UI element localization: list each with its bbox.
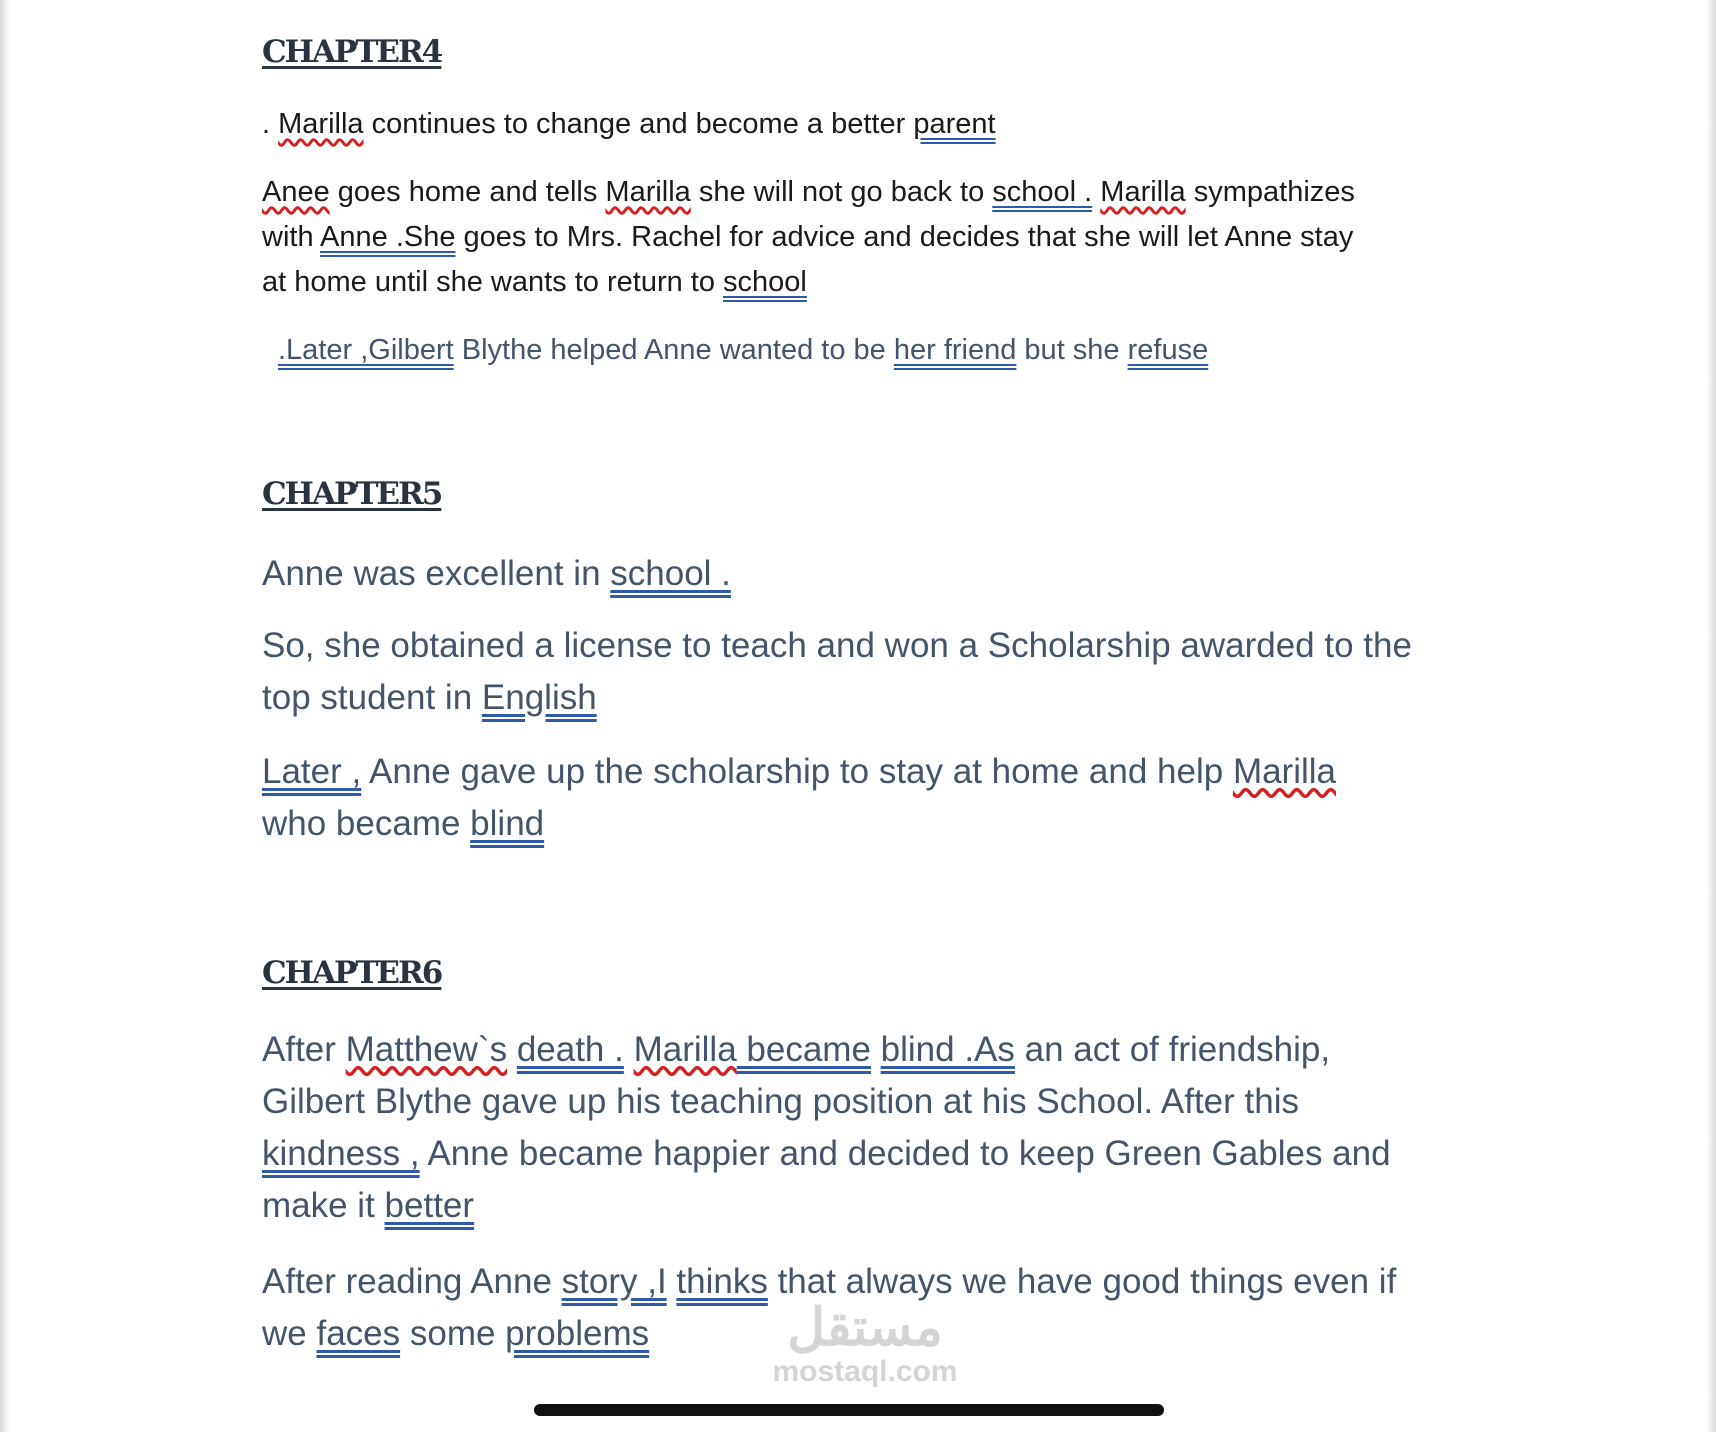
chapter5-paragraph-1: Anne was excellent in school . (262, 554, 731, 593)
mostaql-watermark (740, 1300, 990, 1388)
watermark-url: mostaql.com (772, 1355, 958, 1388)
chapter6-paragraph-1: After Matthew`s death . Marilla became blind .As an act of friendship, Gilbert Blythe gave up his teaching position at his School. After this kindness , Anne became happier and decided to keep Green Gables and make it better (262, 1030, 1391, 1225)
home-indicator-bar[interactable] (534, 1404, 1164, 1416)
chapter5-paragraph-2: So, she obtained a license to teach and won a Scholarship awarded to the top student in English (262, 626, 1412, 717)
watermark-logo: مستقل (787, 1299, 943, 1357)
page-edge-right (1707, 0, 1716, 1432)
chapter5-paragraph-3: Later , Anne gave up the scholarship to stay at home and help Marilla who became blind (262, 752, 1337, 843)
chapter5-heading: CHAPTER5 (262, 476, 442, 512)
chapter4-paragraph-3: .Later ,Gilbert Blythe helped Anne wanted to be her friend but she refuse (278, 334, 1209, 366)
chapter4-heading: CHAPTER4 (262, 34, 442, 70)
page-edge-left (0, 0, 10, 1432)
chapter4-paragraph-1: . Marilla continues to change and become a better parent (262, 108, 996, 140)
chapter6-paragraph-2: After reading Anne story ,I thinks that always we have good things even if we faces some problems (262, 1262, 1397, 1353)
chapter6-heading: CHAPTER6 (262, 955, 442, 991)
chapter4-paragraph-2: Anee goes home and tells Marilla she will not go back to school . Marilla sympathizes with Anne .She goes to Mrs. Rachel for advice and decides that she will let Anne stay at home until she wants to return to school (262, 176, 1355, 298)
